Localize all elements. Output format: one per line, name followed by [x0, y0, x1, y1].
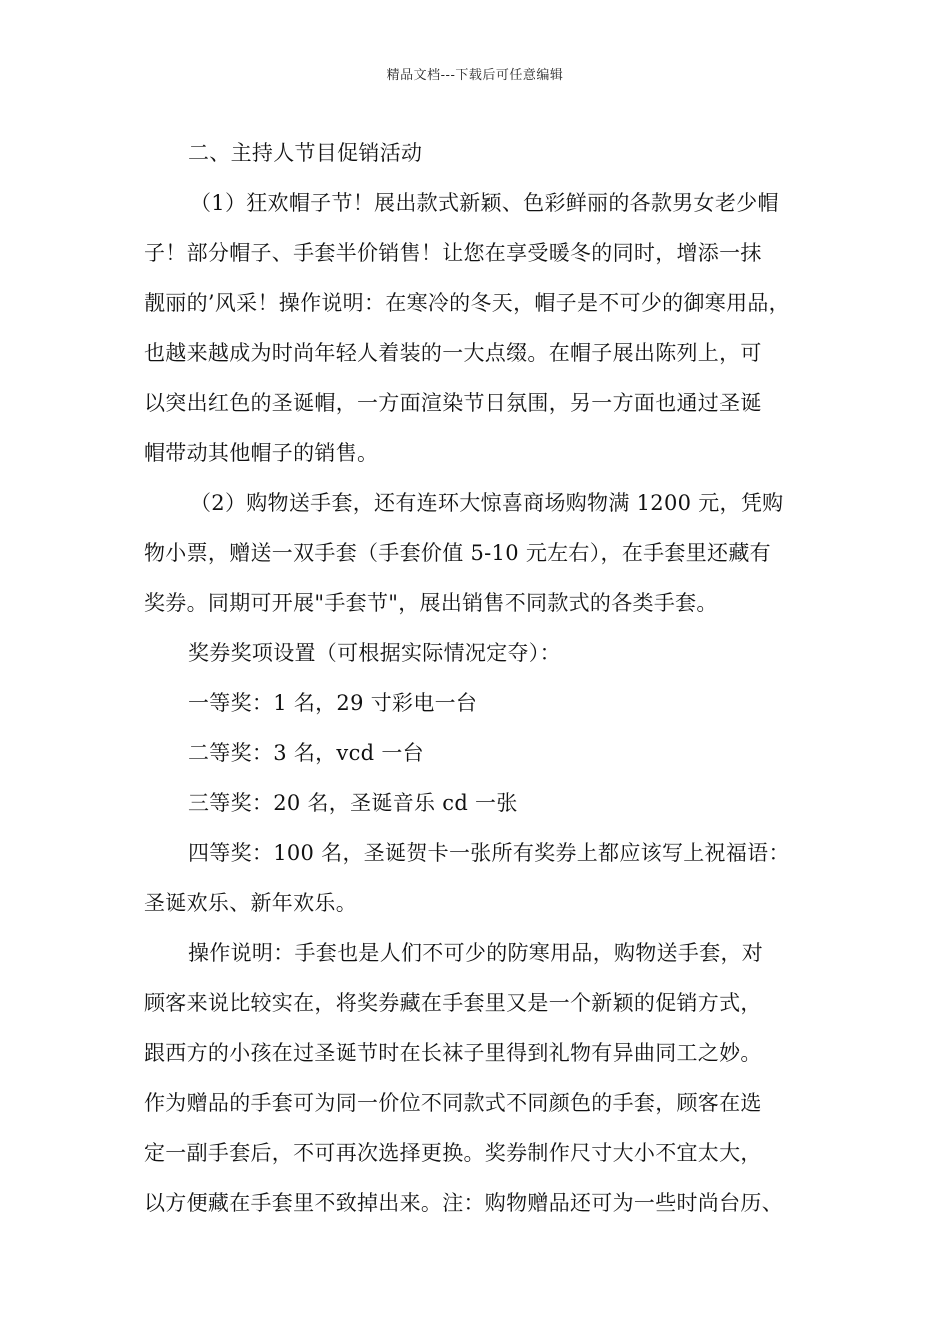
paragraph-line: 以方便藏在手套里不致掉出来。注：购物赠品还可为一些时尚台历、: [144, 1191, 783, 1215]
paragraph-line: 跟西方的小孩在过圣诞节时在长袜子里得到礼物有异曲同工之妙。: [144, 1041, 762, 1065]
page-header: 精品文档---下载后可任意编辑: [386, 68, 564, 83]
prize-settings-heading: 奖券奖项设置（可根据实际情况定夺）：: [188, 641, 561, 665]
paragraph-line: 作为赠品的手套可为同一价位不同款式不同颜色的手套，顾客在选: [144, 1091, 762, 1115]
paragraph-line: 物小票，赠送一双手套（手套价值 5-10 元左右），在手套里还藏有: [144, 541, 771, 565]
paragraph-line: 以突出红色的圣诞帽，一方面渲染节日氛围，另一方面也通过圣诞: [144, 391, 762, 415]
paragraph-line: 子！部分帽子、手套半价销售！让您在享受暖冬的同时，增添一抹: [144, 241, 762, 265]
paragraph-line: （2）购物送手套，还有连环大惊喜商场购物满 1200 元，凭购: [190, 491, 784, 515]
paragraph-line: 帽带动其他帽子的销售。: [144, 441, 379, 465]
paragraph-line: （1）狂欢帽子节！展出款式新颖、色彩鲜丽的各款男女老少帽: [190, 191, 779, 215]
paragraph-line: 靓丽的’风采！操作说明：在寒冷的冬天，帽子是不可少的御寒用品，: [144, 291, 790, 315]
document-body: [144, 128, 824, 1228]
prize-third: 三等奖：20 名，圣诞音乐 cd 一张: [188, 791, 518, 815]
paragraph-line: 奖券。同期可开展"手套节"，展出销售不同款式的各类手套。: [144, 591, 718, 615]
paragraph-line: 操作说明：手套也是人们不可少的防寒用品，购物送手套，对: [188, 941, 764, 965]
paragraph-line: 顾客来说比较实在，将奖券藏在手套里又是一个新颖的促销方式，: [144, 991, 762, 1015]
prize-first: 一等奖：1 名，29 寸彩电一台: [188, 691, 478, 715]
paragraph-line: 定一副手套后，不可再次选择更换。奖券制作尺寸大小不宜太大，: [144, 1141, 762, 1165]
section-heading: 二、主持人节目促销活动: [188, 141, 423, 165]
prize-second: 二等奖：3 名，vcd 一台: [188, 741, 424, 765]
prize-fourth: 四等奖：100 名，圣诞贺卡一张所有奖券上都应该写上祝福语：: [188, 841, 790, 865]
paragraph-line: 也越来越成为时尚年轻人着装的一大点缀。在帽子展出陈列上，可: [144, 341, 762, 365]
paragraph-line: 圣诞欢乐、新年欢乐。: [144, 891, 357, 915]
